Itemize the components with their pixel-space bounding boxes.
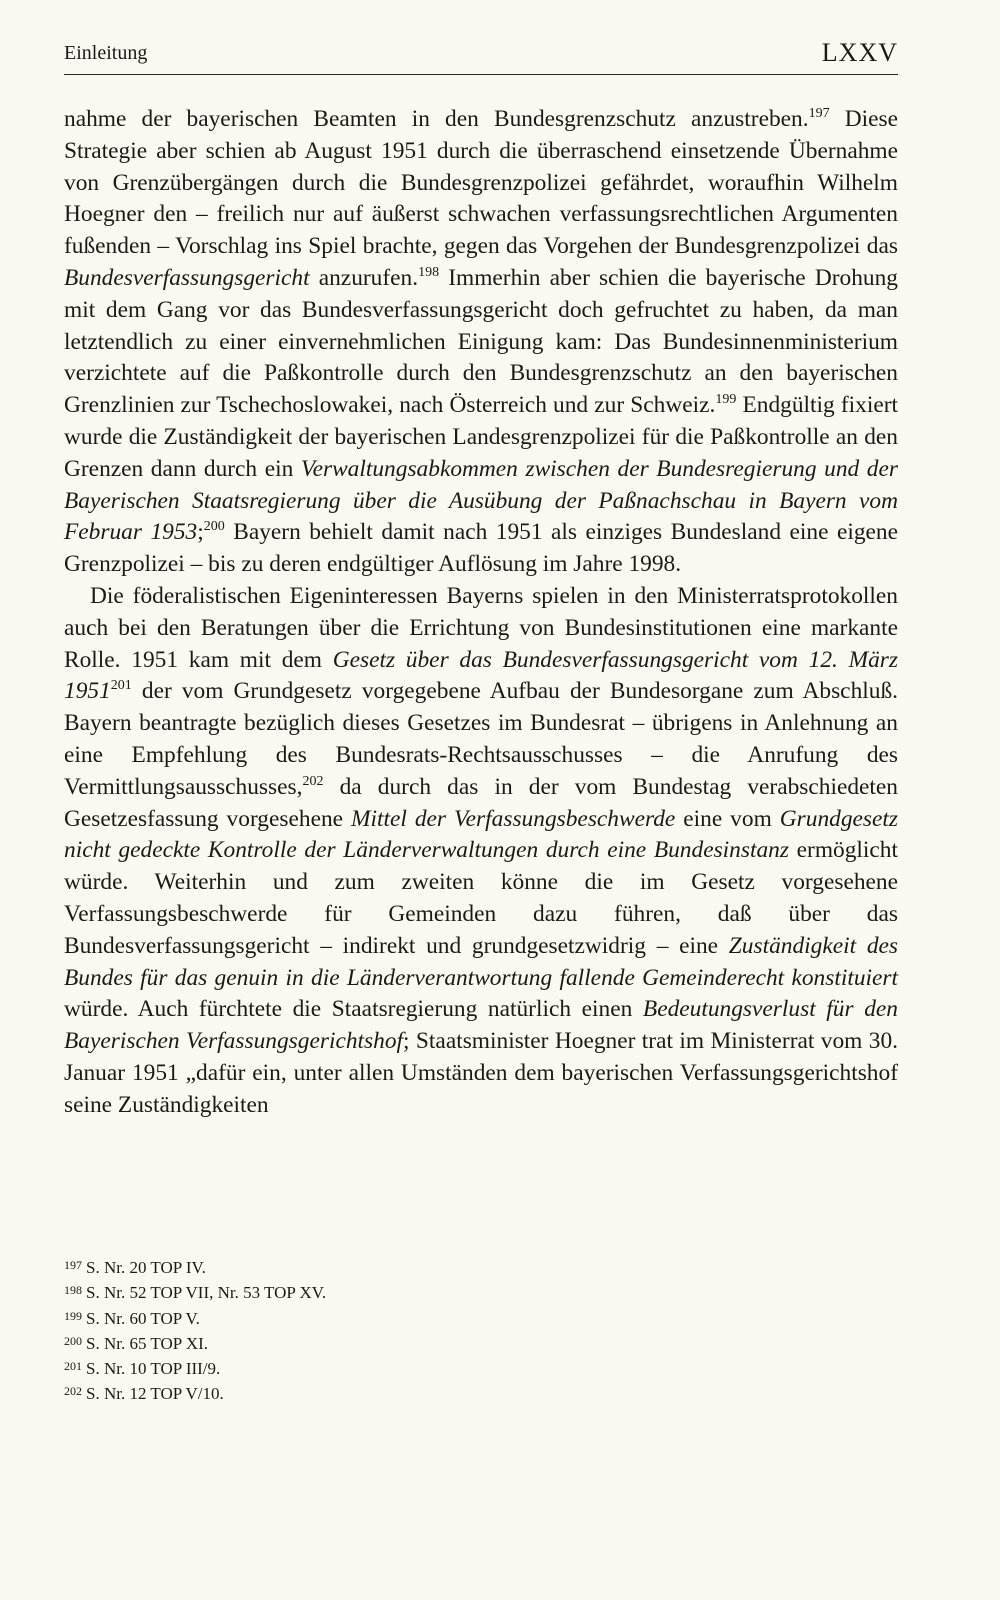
text-run: Diese Strategie aber schien ab August 1951 durch die überraschend einsetzende Übernahme von Grenzübergängen durch die Bundesgrenzpolizei gefährdet, woraufhin Wilhelm Hoegner den – freilich nur auf äußerst schwachen verfassungsrechtlichen Argumenten fußenden – Vorschlag ins Spiel brachte, gegen das Vorgehen der Bundesgrenzpolizei das xyxy=(64,106,898,260)
footnote-number: 197 xyxy=(64,1258,82,1272)
footnote-text: S. Nr. 10 TOP III/9. xyxy=(86,1359,221,1379)
section-title: Einleitung xyxy=(64,42,148,64)
italic-run: Bundesverfassungsgericht xyxy=(64,264,310,291)
text-run: ermöglicht würde. Weiterhin und zum zweiten könne die im Gesetz vorgesehene Verfassungsbeschwerde für Gemeinden dazu führen, daß über das Bundesverfassungsgericht – indirekt und grundgesetzwidrig – eine xyxy=(64,837,898,959)
paragraph-2 xyxy=(64,581,898,1122)
footnote-text: S. Nr. 12 TOP V/10. xyxy=(86,1384,224,1404)
footnote-199 xyxy=(64,1305,898,1330)
text-run: da durch das in der vom Bundestag verabschiedeten Gesetzesfassung vorgesehene xyxy=(64,773,898,832)
footnote-ref-197[interactable]: 197 xyxy=(808,106,830,121)
footnote-ref-198[interactable]: 198 xyxy=(418,264,440,280)
footnote-number: 202 xyxy=(64,1384,82,1399)
italic-run: Gesetz über das Bundesverfassungsgericht vom 12. März 1951 xyxy=(64,646,898,705)
footnote-text: S. Nr. 65 TOP XI. xyxy=(86,1333,209,1353)
text-run: Endgültig fixiert wurde die Zuständigkeit der bayerischen Landesgrenzpolizei für die Paßkontrolle an den Grenzen dann durch ein xyxy=(64,392,899,482)
text-run: eine vom xyxy=(675,805,780,832)
text-run: Die föderalistischen Eigeninteressen Bayerns spielen in den Ministerratsprotokollen auch bei den Beratungen über die Errichtung von Bundesinstitutionen eine markante Rolle. 1951 kam mit dem xyxy=(64,582,898,673)
paragraph-1 xyxy=(64,104,898,581)
italic-run: Grundgesetz nicht gedeckte Kontrolle der Länderverwaltungen durch eine Bundesinstanz xyxy=(64,805,898,864)
text-run: anzurufen. xyxy=(309,264,419,291)
footnote-202 xyxy=(64,1380,898,1405)
footnote-text: S. Nr. 52 TOP VII, Nr. 53 TOP XV. xyxy=(86,1283,327,1303)
footnote-200 xyxy=(64,1330,898,1355)
footnote-number: 201 xyxy=(64,1359,82,1374)
page-number: LXXV xyxy=(821,38,898,67)
footnote-197 xyxy=(64,1254,898,1279)
running-head xyxy=(64,38,898,75)
body-text xyxy=(64,104,898,1122)
text-run: würde. Auch fürchtete die Staatsregierung natürlich einen xyxy=(64,996,643,1023)
italic-run: Verwaltungsabkommen zwischen der Bundesregierung und der Bayerischen Staatsregierung über die Ausübung der Paßnachschau in Bayern vom Februar 1953 xyxy=(64,455,898,546)
italic-run: Bedeutungsverlust für den Bayerischen Verfassungsgerichtshof xyxy=(64,996,898,1055)
footnotes xyxy=(64,1254,898,1406)
footnote-198 xyxy=(64,1279,898,1304)
italic-run: Zuständigkeit des Bundes für das genuin in die Länderverantwortung fallende Gemeinderecht konstituiert xyxy=(64,932,898,991)
footnote-number: 198 xyxy=(64,1283,82,1298)
text-run: ; Staatsminister Hoegner trat im Ministerrat vom 30. Januar 1951 „dafür ein, unter allen Umständen dem bayerischen Verfassungsgerichtshof seine Zuständigkeiten xyxy=(64,1028,898,1118)
footnote-ref-201[interactable]: 201 xyxy=(110,678,132,694)
text-run: nahme der bayerischen Beamten in den Bundesgrenzschutz anzustreben. xyxy=(64,106,809,132)
footnote-number: 199 xyxy=(64,1308,82,1323)
footnote-201 xyxy=(64,1355,898,1380)
footnote-text: S. Nr. 60 TOP V. xyxy=(86,1308,200,1328)
footnote-number: 200 xyxy=(64,1333,82,1348)
text-run: ; xyxy=(197,519,204,546)
footnote-text: S. Nr. 20 TOP IV. xyxy=(86,1258,206,1277)
text-run: der vom Grundgesetz vorgegebene Aufbau der Bundesorgane zum Abschluß. Bayern beantragte bezüglich dieses Gesetzes im Bundesrat – übrigens in Anlehnung an eine Empfehlung des Bundesrats-Rechtsausschusses – die Anrufung des Vermittlungsausschusses, xyxy=(64,678,898,800)
footnote-ref-200[interactable]: 200 xyxy=(203,519,225,535)
italic-run: Mittel der Verfassungsbeschwerde xyxy=(351,805,676,832)
footnote-ref-199[interactable]: 199 xyxy=(715,392,737,408)
text-run: Immerhin aber schien die bayerische Drohung mit dem Gang vor das Bundesverfassungsgericht doch gefruchtet zu haben, da man letztendlich zu einer einvernehmlichen Einigung kam: Das Bundesinnenministerium verzichtete auf die Paßkontrolle durch den Bundesgrenzschutz an den bayerischen Grenzlinien zur Tschechoslowakei, nach Österreich und zur Schweiz. xyxy=(64,264,898,419)
footnote-ref-202[interactable]: 202 xyxy=(302,773,324,789)
text-run: Bayern behielt damit nach 1951 als einziges Bundesland eine eigene Grenzpolizei – bis zu deren endgültiger Auflösung im Jahre 1998. xyxy=(64,519,899,578)
